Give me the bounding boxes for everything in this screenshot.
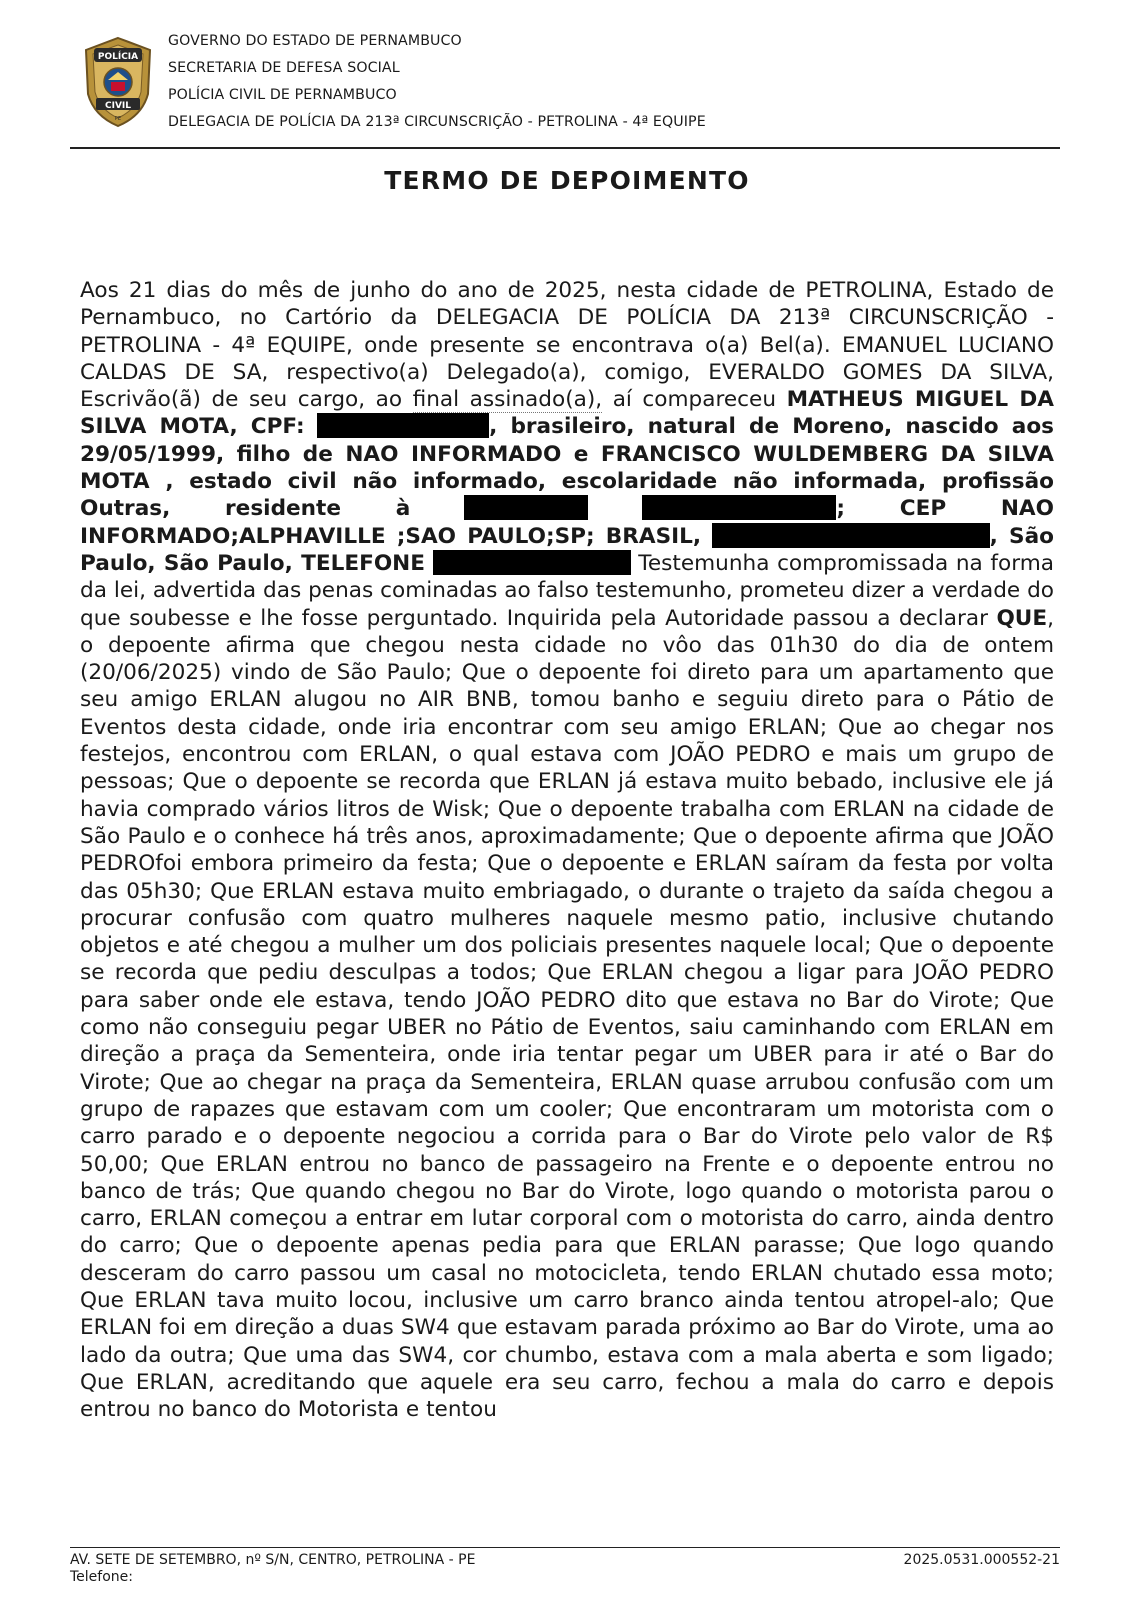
witness-name-cpf: MATHEUS MIGUEL DA SILVA MOTA, CPF: (80, 387, 1054, 440)
testimony-paragraph: , o depoente afirma que chegou nesta cidade no vôo das 01h30 do dia de ontem (20/06/2025) vindo de São Paulo; Que o depoente foi direto para um apartamento que seu amigo ERLAN alugou no AIR BNB, tomou banho e seguiu direto para o Pátio de Eventos desta cidade, onde iria encontrar com seu amigo ERLAN; Que ao chegar nos festejos, encontrou com ERLAN, o qual estava com JOÃO PEDRO e mais um grupo de pessoas; Que o depoente se recorda que ERLAN já estava muito bebado, inclusive ele já havia comprado vários litros de Wisk; Que o depoente trabalha com ERLAN na cidade de São Paulo e o conhece há três anos, aproximadamente; Que o depoente afirma que JOÃO PEDROfoi embora primeiro da festa; Que o depoente e ERLAN saíram da festa por volta das 05h30; Que ERLAN estava muito embriagado, o durante o trajeto da saída chegou a procurar confusão com quatro mulheres naquele mesmo patio, inclusive chutando objetos e até chegou a mulher um dos policiais presentes naquele local; Que o depoente se recorda que pediu desculpas a todos; Que ERLAN chegou a ligar para JOÃO PEDRO para saber onde ele estava, tendo JOÃO PEDRO dito que estava no Bar do Virote; Que como não conseguiu pegar UBER no Pátio de Eventos, saiu caminhando com ERLAN em direção a praça da Sementeira, onde iria tentar pegar um UBER para ir até o Bar do Virote; Que ao chegar na praça da Sementeira, ERLAN quase arrubou confusão com um grupo de rapazes que estavam com um cooler; Que encontraram um motorista com o carro parado e o depoente negociou a corrida para o Bar do Virote pelo valor de R$ 50,00; Que ERLAN entrou no banco de passageiro na Frente e o depoente entrou no banco de trás; Que quando chegou no Bar do Virote, logo quando o motorista parou o carro, ERLAN começou a entrar em lutar corporal com o motorista do carro, ainda dentro do carro; Que o depoente apenas pedia para que ERLAN parasse; Que logo quando desceram do carro passou um casal no motocicleta, tendo ERLAN chutado essa moto; Que ERLAN tava muito locou, inclusive um carro branco ainda tentou atropel-alo; Que ERLAN foi em direção a duas SW4 que estavam parada próximo ao Bar do Virote, uma ao lado da outra; Que uma das SW4, cor chumbo, estava com a mala aberta e som ligado; Que ERLAN, acreditando que aquele era seu carro, fechou a mala do carro e depois entrou no banco do Motorista e tentou (80, 605, 1054, 1423)
opening-paragraph: Aos 21 dias do mês de junho do ano de 2025, nesta cidade de PETROLINA, Estado de Pernambuco, no Cartório da DELEGACIA DE POLÍCIA DA 213ª CIRCUNSCRIÇÃO - PETROLINA - 4ª EQUIPE, onde presente se encontrava o(a) Bel(a). EMANUEL LUCIANO CALDAS DE SA, respectivo(a) Delegado(a), comigo, EVERALDO GOMES DA SILVA, Escrivão(ã) de seu cargo, ao (80, 278, 1054, 413)
signature-reference: final assinado(a), (412, 387, 603, 413)
deposition-body (80, 277, 1054, 1423)
document-header (80, 26, 1060, 136)
header-divider (70, 147, 1060, 149)
footer-divider (70, 1547, 1060, 1548)
witness-city-phone-label: , São Paulo, São Paulo, TELEFONE (80, 523, 1055, 576)
opening-paragraph-end: aí compareceu (612, 387, 777, 413)
footer-contact (70, 1552, 475, 1586)
organization-lines (168, 28, 706, 136)
redacted-address-part1 (464, 495, 588, 520)
svg-text:POLÍCIA: POLÍCIA (97, 52, 139, 62)
footer-address: AV. SETE DE SETEMBRO, nº S/N, CENTRO, PETROLINA - PE (70, 1552, 476, 1568)
redacted-address-part3 (712, 523, 990, 548)
witness-details: , brasileiro, natural de Moreno, nascido aos 29/05/1999, filho de NAO INFORMADO e FRANCISCO WULDEMBERG DA SILVA MOTA , estado civil não informado, escolaridade não informada, profissão Outras, residente à (80, 414, 1055, 522)
svg-text:CIVIL: CIVIL (104, 101, 132, 111)
que-keyword: QUE (996, 605, 1048, 631)
org-line-precinct: DELEGACIA DE POLÍCIA DA 213ª CIRCUNSCRIÇÃO - PETROLINA - 4ª EQUIPE (168, 114, 706, 130)
org-line-government: GOVERNO DO ESTADO DE PERNAMBUCO (168, 33, 462, 49)
document-title: TERMO DE DEPOIMENTO (384, 166, 750, 195)
redacted-address-part2 (642, 495, 836, 520)
oath-paragraph: Testemunha compromissada na forma da lei, advertida das penas cominadas ao falso testemunho, prometeu dizer a verdade do que soubesse e lhe fosse perguntado. Inquirida pela Autoridade passou a declarar (80, 550, 1054, 631)
footer-document-number: 2025.0531.000552-21 (903, 1552, 1060, 1568)
redacted-cpf (317, 413, 489, 438)
policia-civil-badge-icon (82, 36, 154, 128)
svg-text:PE: PE (114, 116, 122, 122)
redacted-phone (433, 550, 631, 575)
org-line-secretariat: SECRETARIA DE DEFESA SOCIAL (168, 60, 400, 76)
witness-address: ; CEP NAO INFORMADO;ALPHAVILLE ;SAO PAULO;SP; BRASIL, (80, 496, 1054, 549)
org-line-police: POLÍCIA CIVIL DE PERNAMBUCO (168, 87, 397, 103)
footer-phone-label: Telefone: (70, 1569, 133, 1585)
